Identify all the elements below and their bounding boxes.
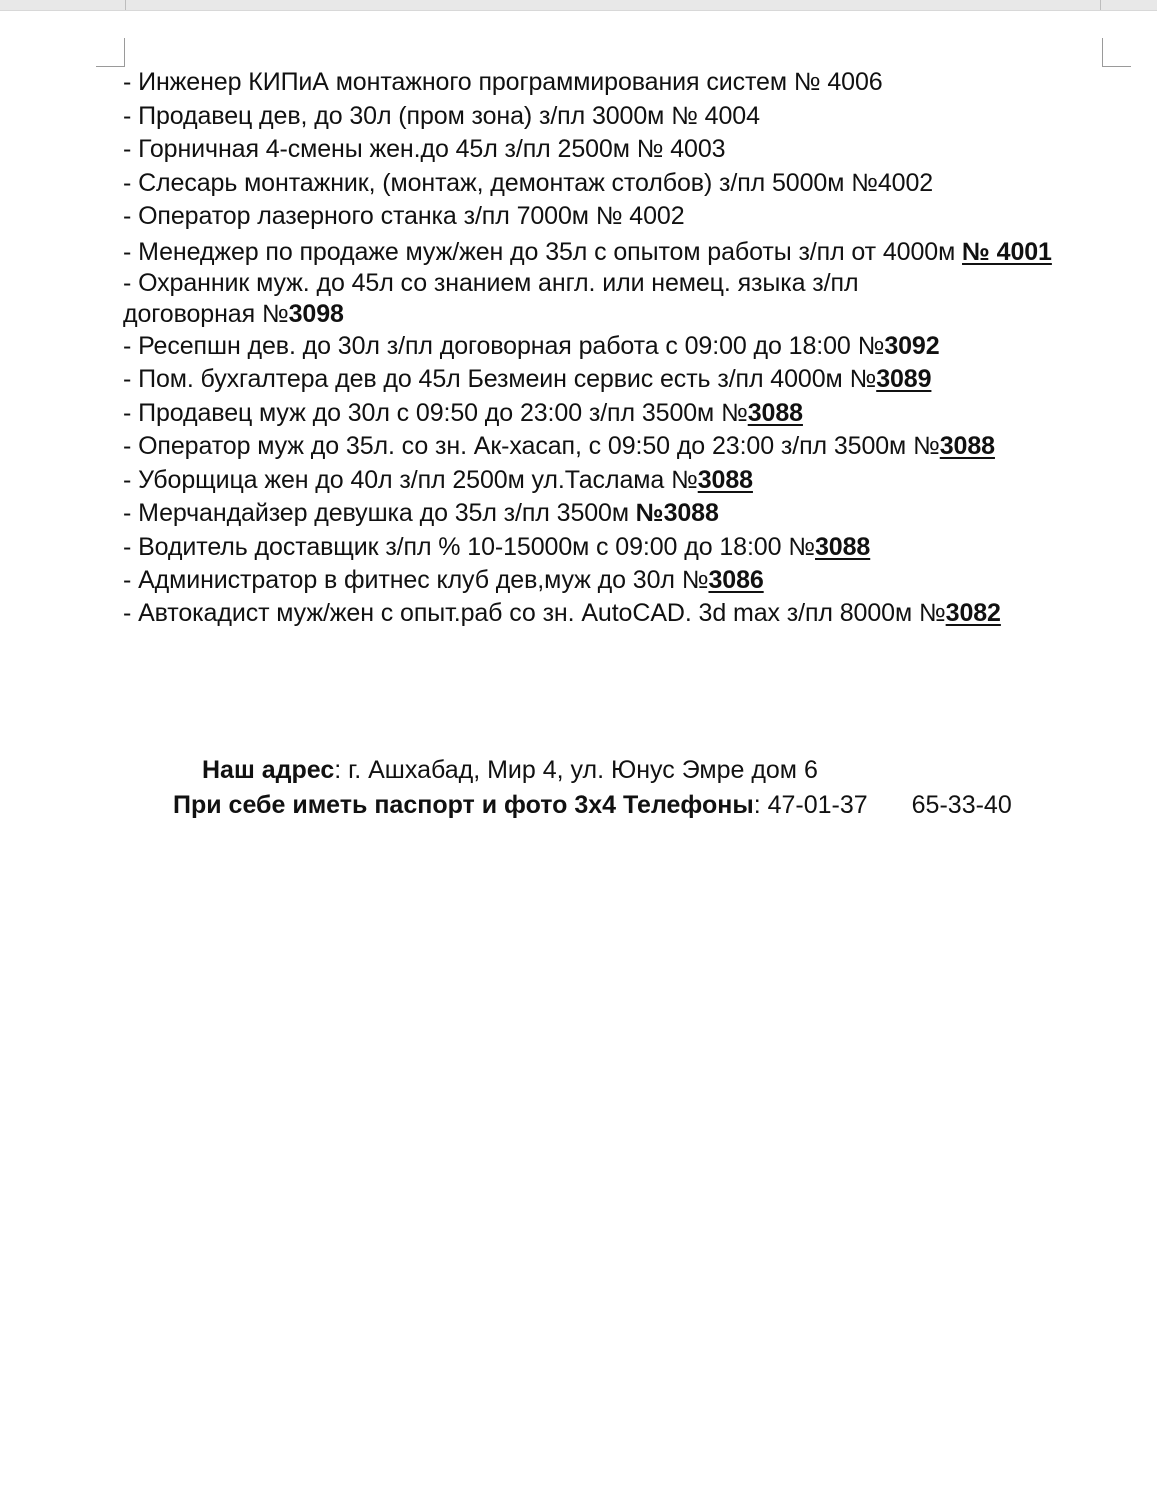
job-line [123,100,1113,134]
job-text: - Оператор муж до 35л. со зн. Ак-хасап, с 09:50 до 23:00 з/пл 3500м [123,432,913,460]
job-number: 3086 [708,566,764,594]
job-line [123,330,1113,364]
margin-corner-top-right [1102,38,1131,67]
margin-tick-right [1100,0,1101,10]
job-text: - Ресепшн дев. до 30л з/пл договорная работа с 09:00 до 18:00 [123,331,858,360]
job-text: - Мерчандайзер девушка до 35л з/пл 3500м [123,499,636,527]
job-text: - Пом. бухгалтера дев до 45л Безмеин сервис есть з/пл 4000м [123,365,850,393]
job-text: - Инженер КИПиА монтажного программирования систем [123,68,794,96]
job-number-prefix: № [857,331,885,360]
office-address [202,756,818,785]
address-label: Наш адрес [202,756,335,784]
phone-number-2: 65-33-40 [911,791,1012,819]
job-number: 3089 [876,365,932,393]
job-number: 3088 [939,432,995,460]
job-line [123,497,1113,531]
job-text: - Слесарь монтажник, (монтаж, демонтаж столбов) з/пл 5000м [123,168,852,197]
job-line [123,430,1113,464]
job-number: 3088 [697,465,753,494]
job-number: № 4001 [962,237,1052,266]
job-line [123,200,1113,234]
job-number: № 4006 [793,68,883,96]
job-line [123,397,1113,431]
documents-note: При себе иметь паспорт и фото 3х4 Телефоны [173,791,754,819]
phone-number-1: : 47-01-37 [753,791,868,819]
job-number-prefix: № [788,532,815,561]
job-text: - Продавец дев, до 30л (пром зона) з/пл 3000м [123,101,672,130]
page-top-bar [0,0,1157,11]
job-number: 3082 [945,598,1001,627]
job-text: - Оператор лазерного станка з/пл 7000м [123,202,596,230]
job-number: № 4003 [636,135,726,163]
job-text: - Горничная 4-смены жен.до 45л з/пл 2500м [123,135,637,163]
job-listing [123,66,1113,629]
job-text: - Уборщица жен до 40л з/пл 2500м ул.Таслама [123,465,671,494]
job-line [123,363,1113,397]
job-line [123,598,1023,629]
job-line [123,564,1113,598]
job-number: №4002 [851,168,934,197]
job-number: №3088 [635,499,719,527]
job-line [123,464,1113,498]
job-text: - Автокадист муж/жен с опыт.раб со зн. AutoCAD. 3d max з/пл 8000м [123,598,919,627]
margin-corner-top-left [96,38,125,67]
job-number-prefix: № [681,566,709,594]
job-number: 3088 [747,398,803,427]
job-text: - Менеджер по продаже муж/жен до 35л с опытом работы з/пл от 4000м [123,237,963,266]
job-line [123,133,1113,167]
job-number-prefix: № [720,398,748,427]
job-number-prefix: № [261,299,289,328]
job-number-prefix: № [670,465,698,494]
job-number: № 4002 [595,202,685,230]
job-number-prefix: № [918,598,946,627]
margin-tick-left [125,0,126,10]
job-text: - Администратор в фитнес клуб дев,муж до 30л [123,566,682,594]
job-text: - Водитель доставщик з/пл % 10-15000м с 09:00 до 18:00 [123,532,789,561]
job-text: - Продавец муж до 30л с 09:50 до 23:00 з/пл 3500м [123,398,721,427]
job-line [123,268,903,330]
job-number: № 4004 [671,101,760,130]
job-number: 3088 [815,532,871,561]
job-text: - Охранник муж. до 45л со знанием англ. или немец. языка з/пл договорная [123,268,859,328]
job-number: 3092 [884,331,940,360]
job-number-prefix: № [849,365,877,393]
job-number-prefix: № [913,432,940,460]
requirements-and-phones [173,791,1012,820]
job-line [123,167,1113,201]
job-line [123,531,1113,565]
job-line [123,66,1113,100]
job-line [123,237,1113,268]
job-number: 3098 [288,299,344,328]
address-value: : г. Ашхабад, Мир 4, ул. Юнус Эмре дом 6 [334,756,818,784]
